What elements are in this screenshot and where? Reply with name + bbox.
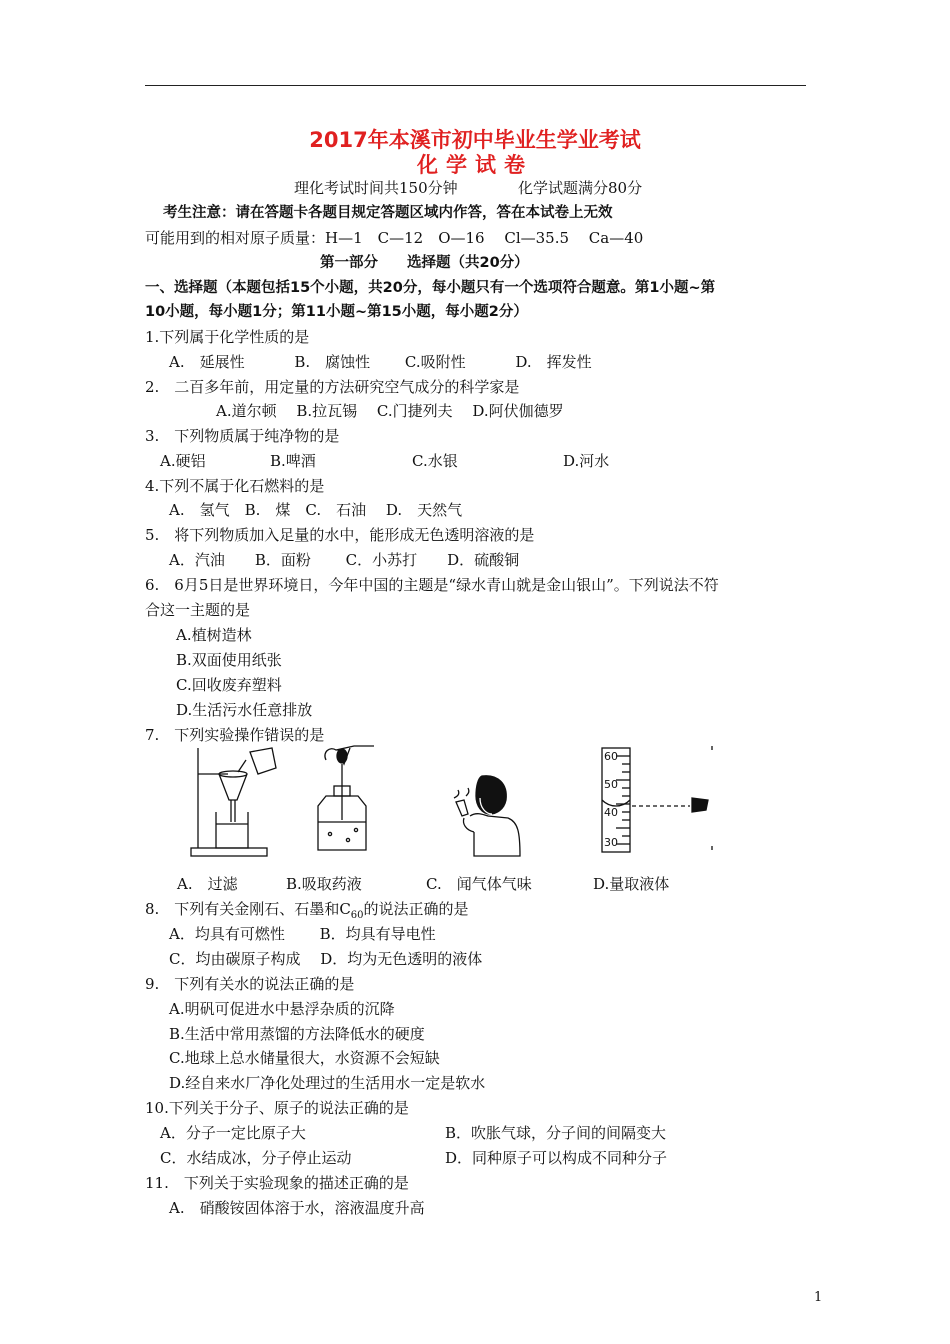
q11-option-a: A. 硝酸铵固体溶于水，溶液温度升高 (169, 1199, 425, 1217)
q10-stem: 10.下列关于分子、原子的说法正确的是 (145, 1099, 409, 1117)
q3-stem: 3. 下列物质属于纯净物的是 (145, 427, 340, 445)
exam-subtitle: 化学试卷 (417, 153, 533, 177)
q2-stem: 2. 二百多年前，用定量的方法研究空气成分的科学家是 (145, 378, 520, 396)
part1-heading: 第一部分 选择题（共20分） (320, 255, 529, 271)
q6-option-b: B.双面使用纸张 (176, 651, 282, 669)
q8-stem-pre: 8. 下列有关金刚石、石墨和C (145, 900, 351, 918)
q7-option-a: A. 过滤 (177, 875, 238, 893)
cylinder-tick-40: 40 (604, 806, 618, 819)
top-rule (145, 85, 806, 86)
dropper-figure (308, 742, 378, 858)
q10-option-a: A．分子一定比原子大 (160, 1124, 306, 1142)
exam-time: 理化考试时间共150分钟 (294, 179, 458, 197)
q7-option-b: B.吸取药液 (286, 875, 362, 893)
q8-stem-sub: 60 (350, 910, 364, 921)
q4-options: A. 氢气 B. 煤 C. 石油 D. 天然气 (169, 501, 463, 519)
q6-option-a: A.植树造林 (176, 626, 252, 644)
q3-option-b: B.啤酒 (270, 452, 316, 470)
q3-option-c: C.水银 (412, 452, 458, 470)
cylinder-tick-50: 50 (604, 778, 618, 791)
notice: 考生注意：请在答题卡各题目规定答题区域内作答，答在本试卷上无效 (163, 205, 613, 221)
full-score: 化学试题满分80分 (518, 179, 643, 197)
q2-options: A.道尔顿 B.拉瓦锡 C.门捷列夫 D.阿伏伽德罗 (216, 402, 564, 420)
q1-stem: 1.下列属于化学性质的是 (145, 328, 310, 346)
q8-stem-post: 的说法正确的是 (363, 900, 469, 918)
q8-options-cd: C．均由碳原子构成 D．均为无色透明的液体 (169, 950, 483, 968)
q10-option-c: C．水结成冰，分子停止运动 (160, 1149, 352, 1167)
q6-option-c: C.回收废弃塑料 (176, 676, 282, 694)
q6-stem-line2: 合这一主题的是 (145, 601, 251, 619)
cylinder-tick-30: 30 (604, 836, 618, 849)
q8-options-ab: A．均具有可燃性 B．均具有导电性 (169, 925, 436, 943)
cylinder-tick-60: 60 (604, 750, 618, 763)
page-number: 1 (814, 1290, 823, 1305)
q5-stem: 5. 将下列物质加入足量的水中，能形成无色透明溶液的是 (145, 526, 535, 544)
q7-stem: 7. 下列实验操作错误的是 (145, 726, 325, 744)
q11-stem: 11. 下列关于实验现象的描述正确的是 (145, 1174, 409, 1192)
q10-option-b: B．吹胀气球，分子间的间隔变大 (445, 1124, 667, 1142)
q7-option-c: C. 闻气体气味 (426, 875, 532, 893)
q8-stem (145, 899, 469, 926)
smelling-figure (452, 772, 524, 858)
atomic-masses: 可能用到的相对原子质量：H—1 C—12 O—16 Cl—35.5 Ca—40 (145, 229, 644, 247)
q7-option-d: D.量取液体 (593, 875, 670, 893)
q6-option-d: D.生活污水任意排放 (176, 701, 313, 719)
q9-option-d: D.经自来水厂净化处理过的生活用水一定是软水 (169, 1074, 486, 1092)
q6-stem-line1: 6. 6月5日是世界环境日，今年中国的主题是“绿水青山就是金山银山”。下列说法不符 (145, 576, 719, 594)
exam-title: 2017年本溪市初中毕业生学业考试 (309, 128, 641, 152)
q5-options: A．汽油 B．面粉 C．小苏打 D．硫酸铜 (169, 551, 520, 569)
q9-option-c: C.地球上总水储量很大，水资源不会短缺 (169, 1049, 440, 1067)
q1-options: A. 延展性 B. 腐蚀性 C.吸附性 D. 挥发性 (169, 353, 592, 371)
q3-option-d: D.河水 (563, 452, 610, 470)
q3-option-a: A.硬铝 (160, 452, 206, 470)
q4-stem: 4.下列不属于化石燃料的是 (145, 477, 325, 495)
q9-stem: 9. 下列有关水的说法正确的是 (145, 975, 355, 993)
q10-option-d: D．同种原子可以构成不同种分子 (445, 1149, 668, 1167)
instruction-line1: 一、选择题（本题包括15个小题，共20分，每小题只有一个选项符合题意。第1小题~第 (145, 280, 716, 296)
cylinder-figure (592, 742, 720, 858)
instruction-line2: 10小题，每小题1分；第11小题~第15小题，每小题2分） (145, 304, 528, 320)
q9-option-a: A.明矾可促进水中悬浮杂质的沉降 (169, 1000, 395, 1018)
filtration-figure (188, 742, 284, 858)
q9-option-b: B.生活中常用蒸馏的方法降低水的硬度 (169, 1025, 425, 1043)
